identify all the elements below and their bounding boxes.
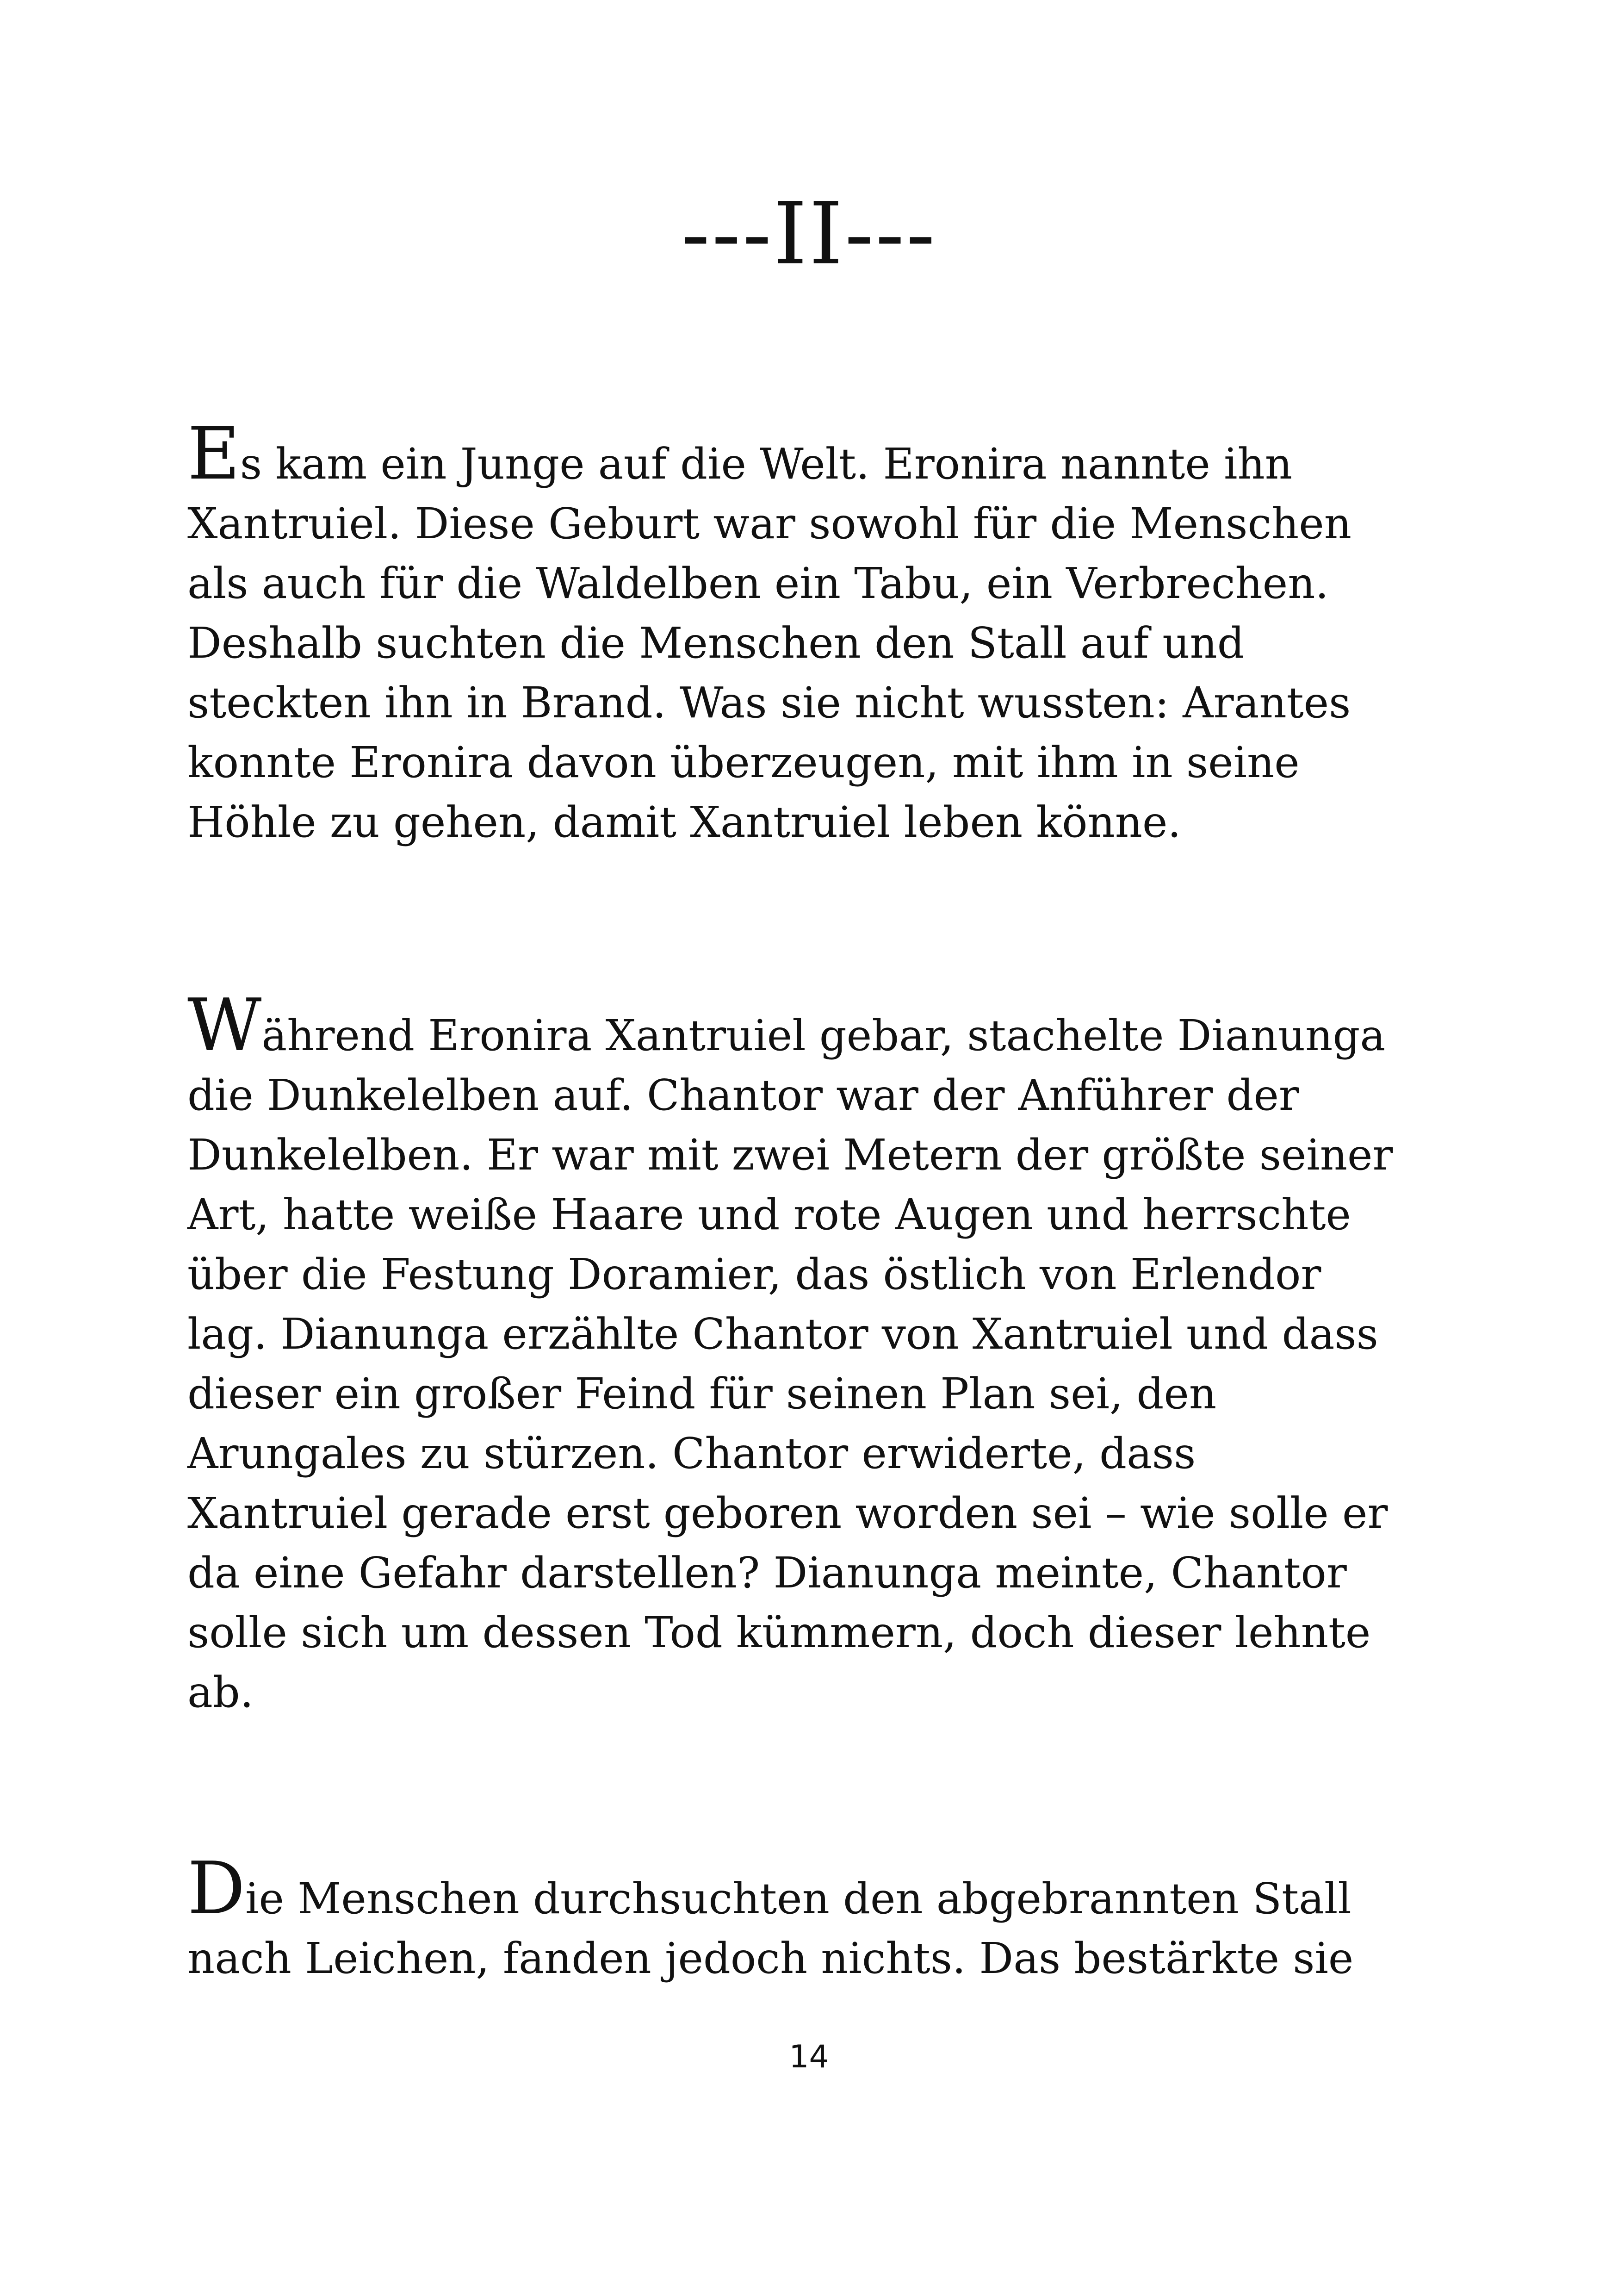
drop-cap-initial: D (187, 1846, 246, 1930)
drop-cap-initial: E (187, 411, 240, 496)
drop-cap-initial: W (187, 983, 262, 1067)
paragraph-text: ährend Eronira Xantruiel gebar, stachelte Dianunga die Dunkelelben auf. Chantor war der Anführer der Dunkelelben. Er war mit zwei Metern der größte seiner Art, hatte weiße Haare und rote Augen und herrschte über die Festung Doramier, das östlich von Erlendor lag. Dianunga erzählte Chantor von Xantruiel und dass dieser ein großer Feind für seinen Plan sei, den Arungales zu stürzen. Chantor erwiderte, dass Xantruiel gerade erst geboren worden sei – wie solle er da eine Gefahr darstellen? Dianunga meinte, Chantor solle sich um dessen Tod kümmern, doch dieser lehnte ab. (187, 1011, 1393, 1717)
paragraph-text: ie Menschen durchsuchten den abgebrannten Stall nach Leichen, fanden jedoch nichts. Das bestärkte sie (187, 1874, 1354, 1983)
paragraph-2 (187, 983, 1464, 1722)
chapter-title: ---II--- (681, 184, 937, 284)
page-number: 14 (789, 2039, 829, 2075)
paragraph-1 (187, 411, 1464, 852)
paragraph-3 (187, 1846, 1464, 1988)
paragraph-text: s kam ein Junge auf die Welt. Eronira nannte ihn Xantruiel. Diese Geburt war sowohl für die Menschen als auch für die Waldelben ein Tabu, ein Verbrechen. Deshalb suchten die Menschen den Stall auf und steckten ihn in Brand. Was sie nicht wussten: Arantes konnte Eronira davon überzeugen, mit ihm in seine Höhle zu gehen, damit Xantruiel leben könne. (187, 439, 1351, 847)
